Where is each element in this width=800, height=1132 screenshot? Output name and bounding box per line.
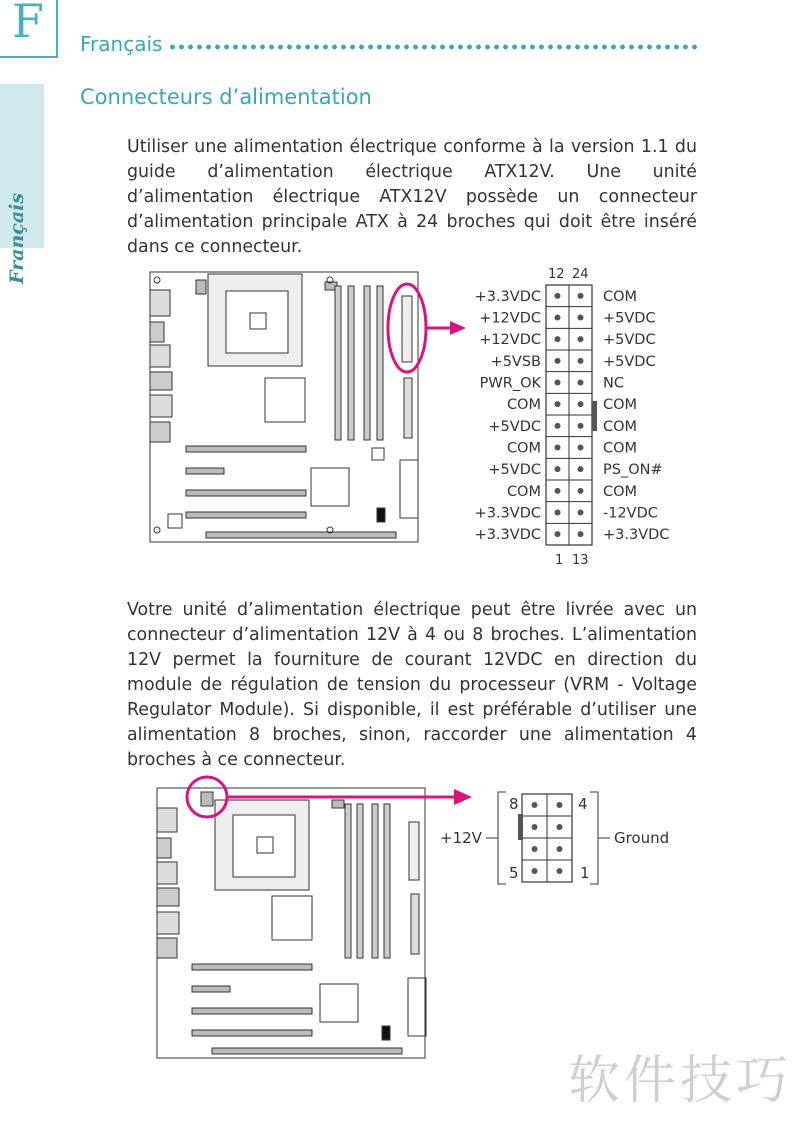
atx24-pin — [555, 531, 561, 537]
atx12v-pin — [557, 824, 563, 830]
atx24-right-pin-label: -12VDC — [603, 505, 658, 522]
atx12v-left-label: +12V — [440, 829, 482, 847]
atx24-left-pin-label: +3.3VDC — [474, 505, 541, 522]
atx24-left-pin-label: +3.3VDC — [474, 527, 541, 544]
atx24-bottom-label-13: 13 — [572, 553, 589, 568]
atx24-pin — [555, 488, 561, 494]
side-language-label: Français — [6, 192, 28, 284]
atx24-top-label-24: 24 — [572, 267, 589, 282]
atx24-bottom-label-1: 1 — [555, 553, 564, 568]
header-language: Français — [80, 32, 163, 56]
atx24-pin — [578, 466, 584, 472]
atx12v-pin — [532, 824, 538, 830]
atx12v-pin — [557, 868, 563, 874]
atx24-right-pin-label: +5VDC — [603, 310, 656, 327]
section-title: Connecteurs d’alimentation — [80, 85, 372, 109]
atx24-pin — [555, 293, 561, 299]
atx24-pin — [578, 380, 584, 386]
atx12v-right-label: Ground — [614, 829, 670, 847]
atx24-pin — [578, 293, 584, 299]
atx12v-pin — [557, 846, 563, 852]
chapter-letter: F — [12, 0, 44, 48]
motherboard-diagram-2 — [157, 788, 426, 1058]
motherboard-diagram-1 — [150, 272, 418, 542]
atx24-pin — [555, 358, 561, 364]
atx24-pin — [578, 423, 584, 429]
atx24-left-pin-label: +5VSB — [490, 353, 541, 370]
atx24-left-pin-label: +5VDC — [488, 418, 541, 435]
atx24-pin — [578, 358, 584, 364]
atx24-pin — [555, 336, 561, 342]
atx24-left-pin-label: COM — [506, 440, 541, 457]
atx24-left-pin-label: PWR_OK — [479, 375, 541, 392]
paragraph-atx24: Utiliser une alimentation électrique conforme à la version 1.1 du guide d’alimentation électrique ATX12V. Une unité d’alimentation électrique ATX12V possède un connecteur d’alimentation principale ATX à 24 broches qui doit être inséré dans ce connecteur. — [127, 137, 697, 257]
atx12v-pin-5: 5 — [509, 864, 519, 882]
atx12v-connector — [486, 792, 610, 884]
atx24-right-pin-label: NC — [603, 375, 624, 392]
paragraph-atx12v: Votre unité d’alimentation électrique peut être livrée avec un connecteur d’alimentation 12V à 4 ou 8 broches. L’alimentation 12V permet la fourniture de courant 12VDC en direction du module de régulation de tension du processeur (VRM - Voltage Regulator Module). Si disponible, il est préférable d’utiliser une alimentation 8 broches, sinon, raccorder une alimentation 4 broches à ce connecteur. — [127, 600, 697, 770]
atx24-right-pin-label: COM — [603, 483, 638, 500]
atx24-pin — [578, 510, 584, 516]
atx24-right-pin-label: +5VDC — [603, 332, 656, 349]
atx24-left-pin-label: +5VDC — [488, 462, 541, 479]
atx24-pin — [555, 445, 561, 451]
atx24-left-pin-label: COM — [506, 483, 541, 500]
atx12v-pin — [532, 802, 538, 808]
atx12v-pin — [532, 868, 538, 874]
atx24-right-pin-label: +5VDC — [603, 353, 656, 370]
atx24-right-pin-label: COM — [603, 440, 638, 457]
atx24-left-pin-label: +12VDC — [479, 332, 541, 349]
atx24-pin — [555, 510, 561, 516]
atx24-pin — [555, 315, 561, 321]
atx24-right-pin-label: PS_ON# — [603, 462, 663, 479]
atx24-right-pin-label: COM — [603, 418, 638, 435]
watermark: 软件技巧 — [568, 1051, 793, 1111]
atx24-pin — [578, 531, 584, 537]
atx24-pin — [555, 423, 561, 429]
atx12v-pin-4: 4 — [578, 795, 588, 813]
atx24-right-pin-label: COM — [603, 288, 638, 305]
atx12v-pin-1: 1 — [580, 864, 590, 882]
atx24-top-label-12: 12 — [548, 267, 565, 282]
atx12v-pin — [532, 846, 538, 852]
atx24-arrow — [426, 321, 466, 335]
atx12v-pin-8: 8 — [509, 795, 519, 813]
atx24-pin — [578, 401, 584, 407]
atx24-right-pin-label: COM — [603, 397, 638, 414]
atx12v-pin — [557, 802, 563, 808]
atx24-right-pin-label: +3.3VDC — [603, 527, 670, 544]
atx24-left-pin-label: +12VDC — [479, 310, 541, 327]
atx24-pin — [578, 315, 584, 321]
atx24-pin — [578, 488, 584, 494]
atx24-pin — [555, 401, 561, 407]
atx24-left-pin-label: COM — [506, 397, 541, 414]
atx24-pin — [555, 466, 561, 472]
atx24-pin — [578, 445, 584, 451]
atx24-left-pin-label: +3.3VDC — [474, 288, 541, 305]
atx24-pin — [555, 380, 561, 386]
atx24-pin — [578, 336, 584, 342]
